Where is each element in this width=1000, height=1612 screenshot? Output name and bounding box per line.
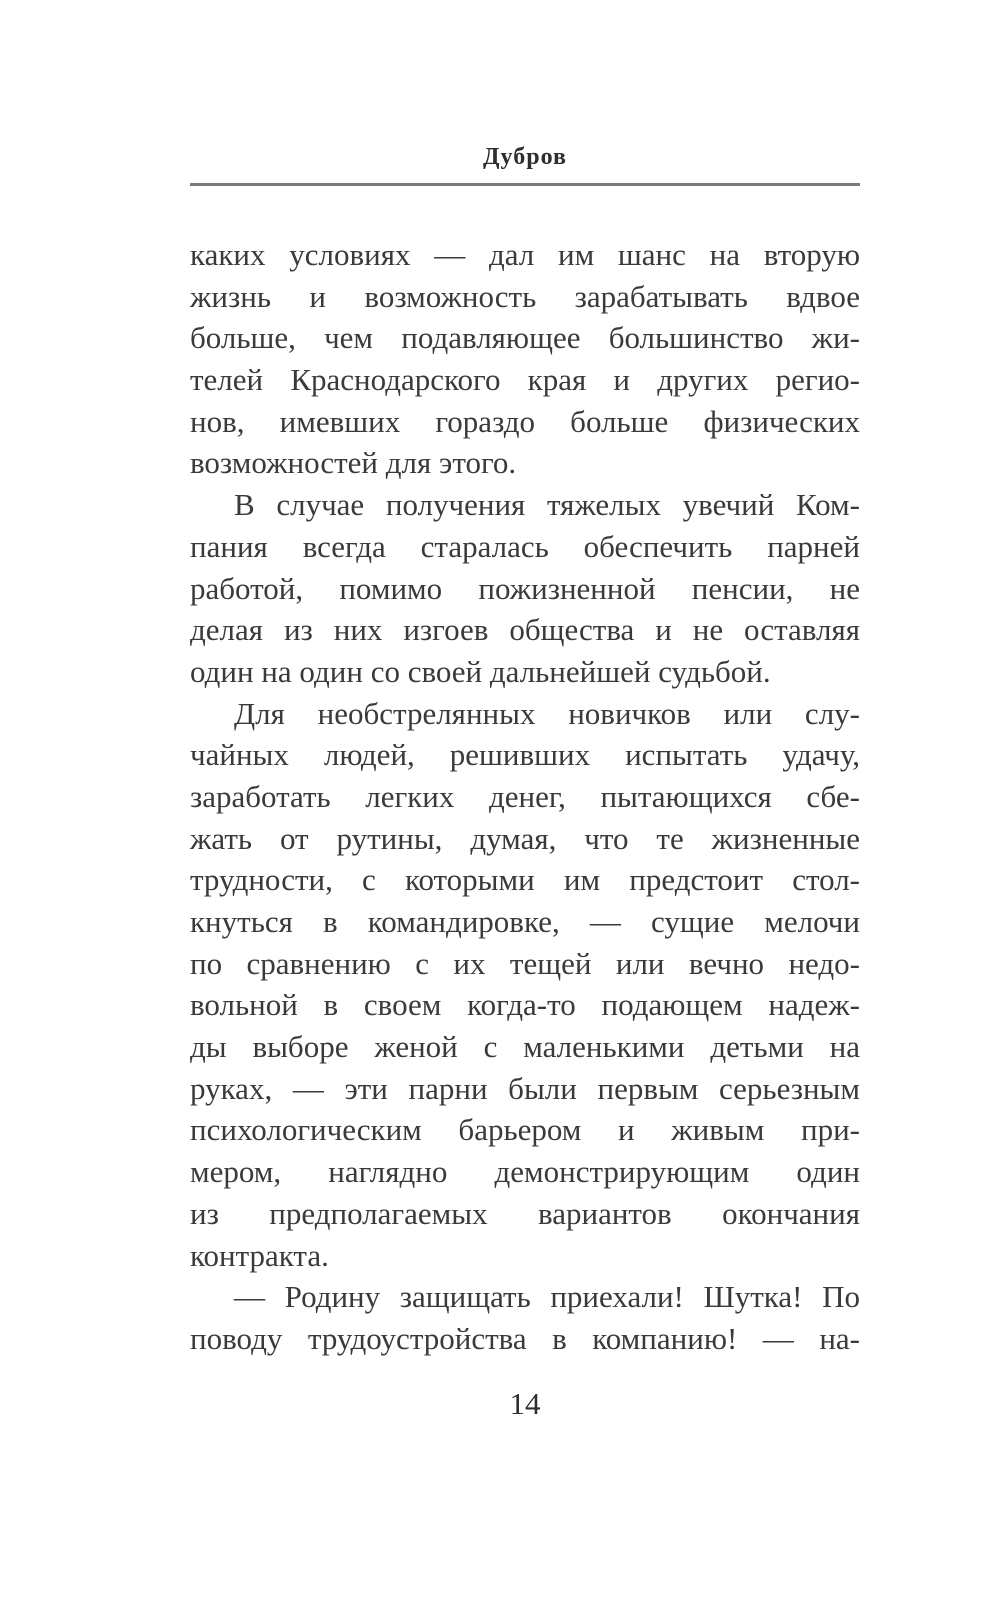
body-text	[190, 234, 860, 1360]
text-line: нов, имевших гораздо больше физических	[190, 403, 860, 439]
text-line: по сравнению с их тещей или вечно недо-	[190, 945, 860, 981]
running-title: Дубров	[483, 144, 567, 170]
text-line: В случае получения тяжелых увечий Ком-	[234, 487, 860, 523]
page-number: 14	[509, 1386, 541, 1421]
header-rule	[190, 183, 860, 186]
text-line: Для необстрелянных новичков или слу-	[234, 695, 860, 731]
text-line: возможностей для этого.	[190, 445, 517, 481]
text-line: работой, помимо пожизненной пенсии, не	[190, 570, 860, 606]
text-line: мером, наглядно демонстрирующим один	[190, 1154, 860, 1190]
text-line: вольной в своем когда-то подающем надеж-	[190, 987, 860, 1023]
text-line: трудности, с которыми им предстоит стол-	[190, 862, 860, 898]
text-line: жать от рутины, думая, что те жизненные	[190, 820, 860, 856]
text-line: — Родину защищать приехали! Шутка! По	[234, 1279, 860, 1315]
text-line: кнуться в командировке, — сущие мелочи	[190, 904, 860, 939]
text-line: поводу трудоустройства в компанию! — на-	[190, 1320, 860, 1356]
text-line: делая из них изгоев общества и не оставляя	[190, 612, 860, 648]
text-line: один на один со своей дальнейшей судьбой.	[190, 653, 771, 689]
text-line: ды выборе женой с маленькими детьми на	[190, 1029, 860, 1065]
text-line: заработать легких денег, пытающихся сбе-	[190, 778, 860, 814]
text-line: больше, чем подавляющее большинство жи-	[190, 320, 860, 356]
text-line: каких условиях — дал им шанс на вторую	[190, 237, 860, 272]
text-line: психологическим барьером и живым при-	[190, 1112, 860, 1148]
text-line: телей Краснодарского края и других регио-	[190, 362, 860, 398]
text-line: жизнь и возможность зарабатывать вдвое	[190, 278, 860, 314]
text-line: контракта.	[190, 1237, 329, 1273]
text-line: из предполагаемых вариантов окончания	[190, 1195, 860, 1231]
text-line: руках, — эти парни были первым серьезным	[190, 1070, 860, 1106]
text-line: чайных людей, решивших испытать удачу,	[190, 737, 860, 773]
text-line: пания всегда старалась обеспечить парней	[190, 528, 860, 564]
